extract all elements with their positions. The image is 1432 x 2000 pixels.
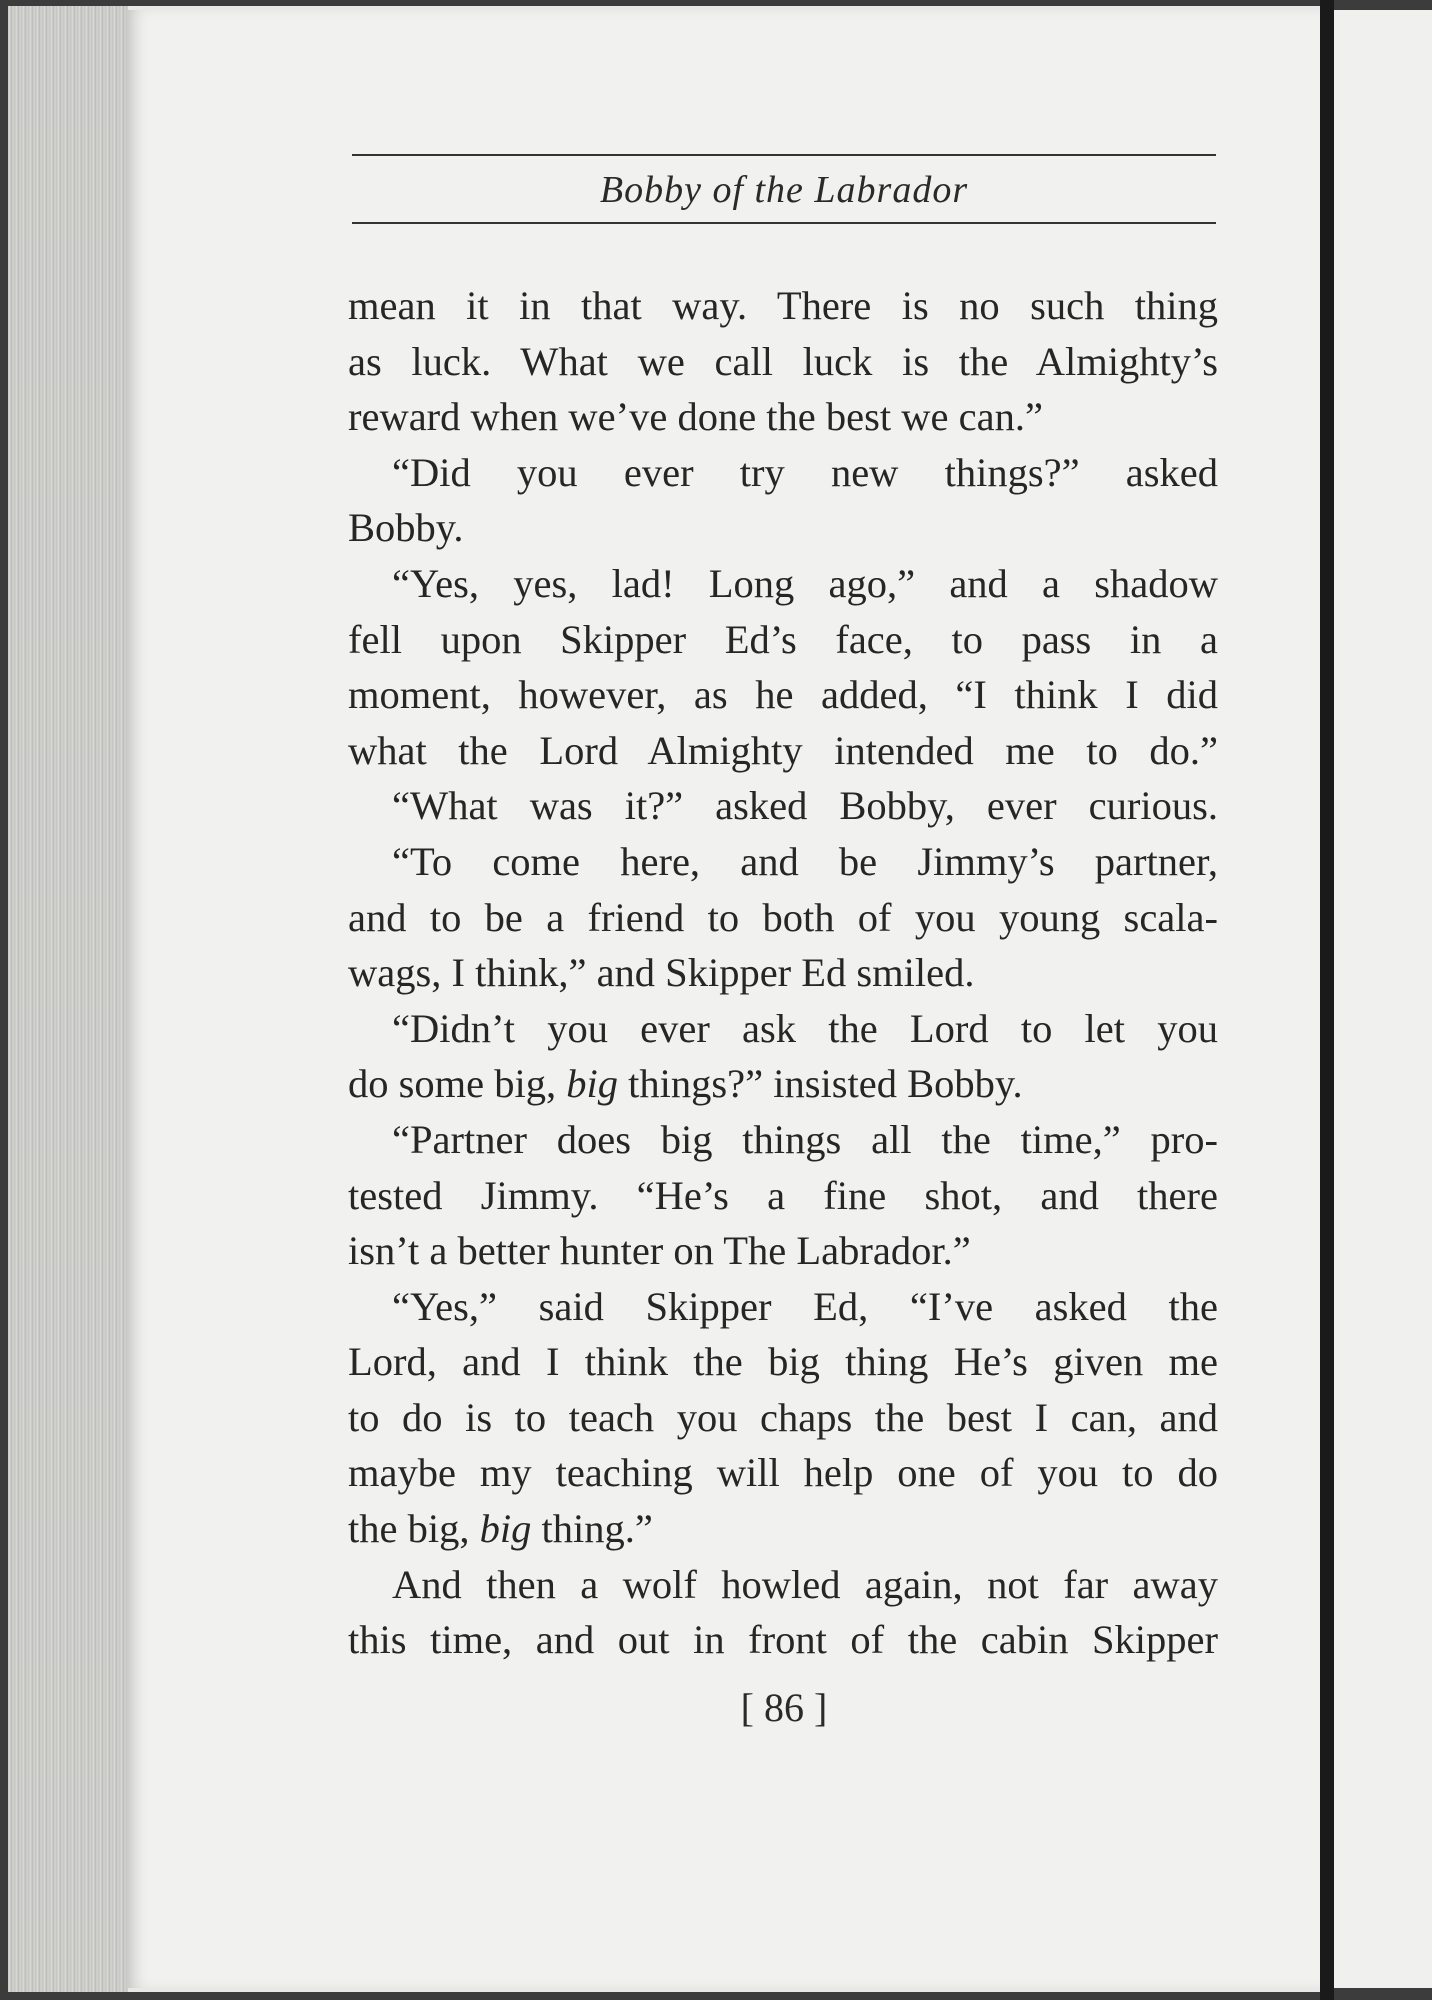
text-line: wags, I think,” and Skipper Ed smiled. xyxy=(348,950,975,996)
running-head: Bobby of the Labrador xyxy=(599,169,969,211)
text-line: moment, however, as he added, “I think I did xyxy=(348,672,1218,718)
text-line: what the Lord Almighty intended me to do.” xyxy=(348,727,1218,773)
text-line: as luck. What we call luck is the Almighty’s xyxy=(348,338,1218,384)
text-segment: thing.” xyxy=(531,1506,653,1552)
text-segment: do some big, xyxy=(348,1061,567,1107)
page-edges xyxy=(8,6,128,1992)
text-line: isn’t a better hunter on The Labrador.” xyxy=(348,1228,971,1274)
header-rule-top xyxy=(352,154,1216,156)
header-rule-bottom xyxy=(352,222,1216,224)
text-line: Bobby. xyxy=(348,505,464,551)
text-line: and to be a friend to both of you young scala- xyxy=(348,894,1218,940)
text-line xyxy=(348,1056,1218,1112)
text-segment: things?” insisted Bobby. xyxy=(618,1061,1023,1107)
body-text xyxy=(348,278,1218,1668)
text-line: And then a wolf howled again, not far away xyxy=(392,1561,1218,1607)
text-line: “Yes,” said Skipper Ed, “I’ve asked the xyxy=(392,1283,1218,1329)
page-number: [ 86 ] xyxy=(740,1685,828,1730)
text-segment: the big, xyxy=(348,1506,480,1552)
text-line: “Partner does big things all the time,” pro- xyxy=(392,1116,1218,1162)
text-line: “What was it?” asked Bobby, ever curious. xyxy=(392,783,1218,829)
text-line: “Didn’t you ever ask the Lord to let you xyxy=(392,1005,1218,1051)
facing-page-edge xyxy=(1334,10,1432,1988)
text-line: reward when we’ve done the best we can.” xyxy=(348,394,1043,440)
italic-text: big xyxy=(566,1061,619,1107)
text-line: tested Jimmy. “He’s a fine shot, and there xyxy=(348,1172,1218,1218)
text-line: “Did you ever try new things?” asked xyxy=(392,449,1218,495)
text-line: “To come here, and be Jimmy’s partner, xyxy=(392,838,1218,884)
text-line: Lord, and I think the big thing He’s given me xyxy=(348,1339,1218,1385)
book-gutter xyxy=(1320,0,1334,2000)
text-line: “Yes, yes, lad! Long ago,” and a shadow xyxy=(392,560,1218,606)
text-line: maybe my teaching will help one of you to do xyxy=(348,1450,1218,1496)
text-line: this time, and out in front of the cabin Skipper xyxy=(348,1617,1218,1663)
text-line xyxy=(348,1501,1218,1557)
text-line: mean it in that way. There is no such thing xyxy=(348,283,1218,328)
text-line: to do is to teach you chaps the best I can, and xyxy=(348,1394,1218,1440)
text-line: fell upon Skipper Ed’s face, to pass in a xyxy=(348,616,1218,662)
italic-text: big xyxy=(479,1506,532,1552)
